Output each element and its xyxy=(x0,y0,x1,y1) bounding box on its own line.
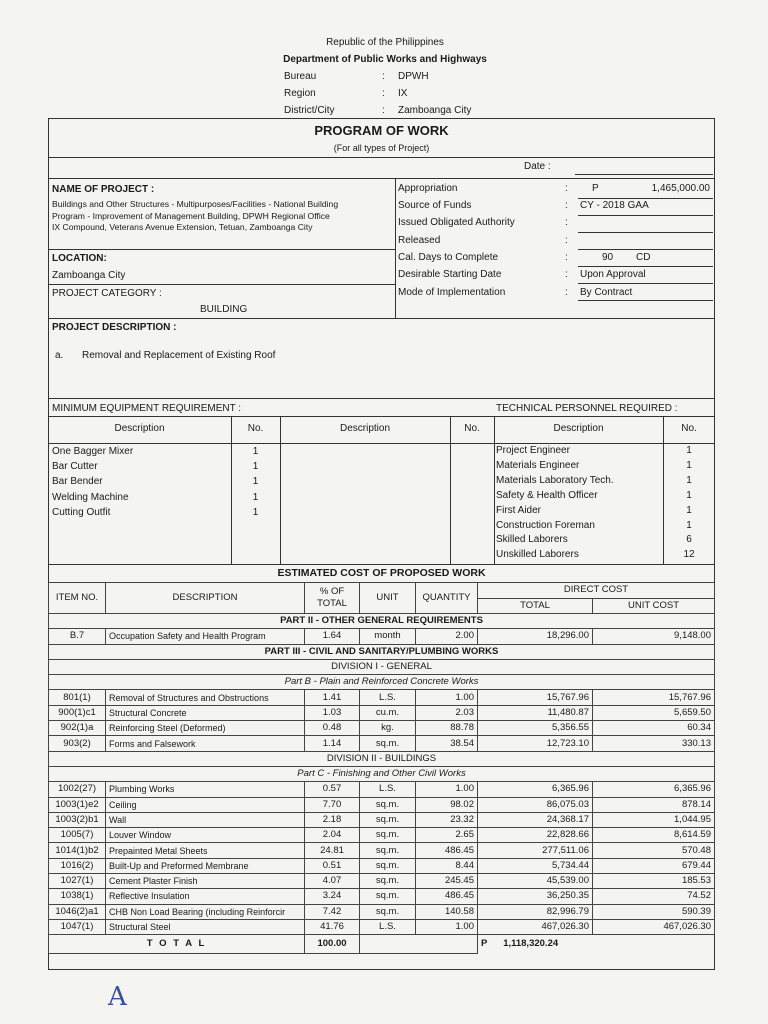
underline xyxy=(578,198,713,199)
project-name-text xyxy=(52,199,338,234)
header-bureau-value: DPWH xyxy=(398,71,429,82)
item-no: 1046(2)a1 xyxy=(49,904,106,919)
divider xyxy=(450,416,451,564)
item-unit-cost: 8,614.59 xyxy=(593,828,715,843)
date-label: Date : xyxy=(524,161,551,172)
item-unit-cost: 6,365.96 xyxy=(593,782,715,797)
item-quantity: 140.58 xyxy=(416,904,478,919)
table-row xyxy=(49,782,715,797)
section-heading: Part C - Finishing and Other Civil Works xyxy=(49,766,715,781)
location-label: LOCATION: xyxy=(52,253,107,264)
header-district-sep: : xyxy=(382,105,385,116)
item-unit-cost: 1,044.95 xyxy=(593,812,715,827)
item-pct: 0.57 xyxy=(305,782,360,797)
item-description: Built-Up and Preformed Membrane xyxy=(106,858,305,873)
item-quantity: 1.00 xyxy=(416,690,478,705)
personnel-item: Materials Engineer xyxy=(496,459,580,471)
item-unit-cost: 570.48 xyxy=(593,843,715,858)
section-heading: PART II - OTHER GENERAL REQUIREMENTS xyxy=(49,614,715,629)
item-no: 1027(1) xyxy=(49,874,106,889)
item-unit: L.S. xyxy=(360,919,416,934)
item-unit: L.S. xyxy=(360,690,416,705)
table-row xyxy=(49,705,715,720)
section-row xyxy=(49,659,715,674)
item-unit: sq.m. xyxy=(360,812,416,827)
item-description: Louver Window xyxy=(106,828,305,843)
info-value: Upon Approval xyxy=(580,269,646,280)
info-sep: : xyxy=(565,217,568,228)
personnel-item: First Aider xyxy=(496,504,542,516)
item-quantity: 2.00 xyxy=(416,629,478,644)
item-pct: 2.18 xyxy=(305,812,360,827)
item-quantity: 98.02 xyxy=(416,797,478,812)
info-value: CY - 2018 GAA xyxy=(580,200,649,211)
item-total: 277,511.06 xyxy=(478,843,593,858)
item-pct: 0.51 xyxy=(305,858,360,873)
personnel-label: TECHNICAL PERSONNEL REQUIRED : xyxy=(496,403,678,414)
item-total: 82,996.79 xyxy=(478,904,593,919)
col-direct-cost: DIRECT COST xyxy=(478,583,715,599)
info-prefix: 90 xyxy=(602,252,614,263)
item-pct: 1.64 xyxy=(305,629,360,644)
section-row xyxy=(49,614,715,629)
info-label: Source of Funds xyxy=(398,200,472,211)
item-unit: sq.m. xyxy=(360,858,416,873)
item-description: Forms and Falsework xyxy=(106,736,305,751)
header-region-value: IX xyxy=(398,88,408,99)
divider xyxy=(48,416,715,417)
equipment-count: 1 xyxy=(252,491,259,503)
item-pct: 2.04 xyxy=(305,828,360,843)
item-total: 5,356.55 xyxy=(478,721,593,736)
personnel-item: Unskilled Laborers xyxy=(496,549,579,561)
item-quantity: 486.45 xyxy=(416,843,478,858)
total-empty xyxy=(360,935,416,954)
item-unit: sq.m. xyxy=(360,828,416,843)
item-pct: 3.24 xyxy=(305,889,360,904)
page-subtitle: (For all types of Project) xyxy=(333,143,430,153)
item-no: 1005(7) xyxy=(49,828,106,843)
table-row xyxy=(49,843,715,858)
project-name-line: IX Compound, Veterans Avenue Extension, Tetuan, Zamboanga City xyxy=(52,222,313,232)
item-pct: 1.03 xyxy=(305,705,360,720)
item-no: 902(1)a xyxy=(49,721,106,736)
item-total: 15,767.96 xyxy=(478,690,593,705)
total-amount xyxy=(478,935,715,954)
table-row xyxy=(49,904,715,919)
item-unit: cu.m. xyxy=(360,705,416,720)
section-row xyxy=(49,675,715,690)
table-row xyxy=(49,690,715,705)
underline xyxy=(578,232,713,233)
info-value: CD xyxy=(636,252,651,263)
underline xyxy=(578,215,713,216)
item-total: 18,296.00 xyxy=(478,629,593,644)
col-description: DESCRIPTION xyxy=(106,583,305,614)
item-quantity: 23.32 xyxy=(416,812,478,827)
info-value: By Contract xyxy=(580,287,633,298)
item-description: Prepainted Metal Sheets xyxy=(106,843,305,858)
divider xyxy=(48,178,715,179)
cost-title: ESTIMATED COST OF PROPOSED WORK xyxy=(277,567,486,579)
personnel-count: 1 xyxy=(686,504,692,516)
item-total: 22,828.66 xyxy=(478,828,593,843)
category-value: BUILDING xyxy=(200,304,248,315)
item-quantity: 1.00 xyxy=(416,782,478,797)
info-sep: : xyxy=(565,269,568,280)
header-bureau-label: Bureau xyxy=(284,71,317,82)
item-description: Reflective Insulation xyxy=(106,889,305,904)
underline xyxy=(578,249,713,250)
item-unit: sq.m. xyxy=(360,736,416,751)
item-unit: sq.m. xyxy=(360,843,416,858)
equipment-count: 1 xyxy=(252,446,259,457)
personnel-item: Safety & Health Officer xyxy=(496,489,598,501)
item-no: 903(2) xyxy=(49,736,106,751)
divider xyxy=(48,443,715,444)
item-unit-cost: 679.44 xyxy=(593,858,715,873)
section-heading: DIVISION I - GENERAL xyxy=(49,659,715,674)
table-row xyxy=(49,797,715,812)
section-heading: Part B - Plain and Reinforced Concrete Works xyxy=(49,675,715,690)
item-pct: 4.07 xyxy=(305,874,360,889)
info-label: Released xyxy=(398,235,441,246)
item-pct: 41.76 xyxy=(305,919,360,934)
col-total: TOTAL xyxy=(478,598,593,614)
item-quantity: 486.45 xyxy=(416,889,478,904)
item-no: 1047(1) xyxy=(49,919,106,934)
total-pct: 100.00 xyxy=(305,935,360,954)
col-unit: UNIT xyxy=(360,583,416,614)
item-unit-cost: 5,659.50 xyxy=(593,705,715,720)
equipment-item: One Bagger Mixer xyxy=(52,446,134,457)
equipment-count: 1 xyxy=(252,506,259,518)
divider xyxy=(48,398,715,399)
underline xyxy=(578,266,713,267)
item-quantity: 2.03 xyxy=(416,705,478,720)
equipment-item: Bar Bender xyxy=(52,476,103,488)
date-line xyxy=(575,174,713,175)
item-unit-cost: 9,148.00 xyxy=(593,629,715,644)
item-unit: sq.m. xyxy=(360,874,416,889)
item-no: 1014(1)b2 xyxy=(49,843,106,858)
item-unit-cost: 878.14 xyxy=(593,797,715,812)
personnel-count: 1 xyxy=(686,445,692,456)
item-pct: 24.81 xyxy=(305,843,360,858)
section-row xyxy=(49,751,715,766)
total-label: T O T A L xyxy=(49,935,305,954)
item-total: 24,368.17 xyxy=(478,812,593,827)
table-row xyxy=(49,889,715,904)
equipment-count: 1 xyxy=(252,461,259,473)
header-department: Department of Public Works and Highways xyxy=(283,54,487,65)
signature-mark: A xyxy=(108,982,127,1012)
item-no: 1038(1) xyxy=(49,889,106,904)
personnel-header-desc: Description xyxy=(553,423,604,434)
underline xyxy=(578,283,713,284)
item-unit: L.S. xyxy=(360,782,416,797)
col-unit-cost: UNIT COST xyxy=(593,598,715,614)
item-unit-cost: 15,767.96 xyxy=(593,690,715,705)
info-prefix: P xyxy=(592,183,599,194)
table-row xyxy=(49,919,715,934)
project-name-label: NAME OF PROJECT : xyxy=(52,184,155,195)
info-sep: : xyxy=(565,183,568,194)
item-total: 45,539.00 xyxy=(478,874,593,889)
item-total: 467,026.30 xyxy=(478,919,593,934)
total-empty xyxy=(416,935,478,954)
project-name-line: Buildings and Other Structures - Multipurposes/Facilities - National Building xyxy=(52,199,339,209)
personnel-count: 1 xyxy=(686,519,692,531)
info-value: 1,465,000.00 xyxy=(651,183,710,194)
personnel-count: 1 xyxy=(686,459,692,471)
info-label: Desirable Starting Date xyxy=(398,269,502,280)
item-description: Wall xyxy=(106,812,305,827)
info-label: Appropriation xyxy=(398,183,458,194)
header-bureau-sep: : xyxy=(382,71,385,82)
item-pct: 1.14 xyxy=(305,736,360,751)
col-pct xyxy=(305,583,360,614)
section-heading: PART III - CIVIL AND SANITARY/PLUMBING WORKS xyxy=(49,644,715,659)
item-pct: 7.70 xyxy=(305,797,360,812)
info-sep: : xyxy=(565,287,568,298)
item-description: Cement Plaster Finish xyxy=(106,874,305,889)
item-no: 1003(2)b1 xyxy=(49,812,106,827)
personnel-item: Materials Laboratory Tech. xyxy=(496,474,614,486)
section-heading: DIVISION II - BUILDINGS xyxy=(49,751,715,766)
header-district-label: District/City xyxy=(284,105,335,116)
item-total: 11,480.87 xyxy=(478,705,593,720)
item-quantity: 1.00 xyxy=(416,919,478,934)
item-unit: month xyxy=(360,629,416,644)
equipment-item: Welding Machine xyxy=(52,491,129,503)
equipment-count: 1 xyxy=(252,476,259,488)
item-description: Reinforcing Steel (Deformed) xyxy=(106,721,305,736)
personnel-count: 1 xyxy=(686,474,692,486)
table-row xyxy=(49,721,715,736)
divider xyxy=(48,157,715,158)
item-unit-cost: 185.53 xyxy=(593,874,715,889)
personnel-count: 1 xyxy=(686,489,692,501)
item-total: 86,075.03 xyxy=(478,797,593,812)
divider xyxy=(48,284,395,285)
item-unit-cost: 74.52 xyxy=(593,889,715,904)
page-title: PROGRAM OF WORK xyxy=(314,123,449,138)
item-unit-cost: 467,026.30 xyxy=(593,919,715,934)
item-description: Plumbing Works xyxy=(106,782,305,797)
total-value: 1,118,320.24 xyxy=(503,938,559,950)
item-unit: kg. xyxy=(360,721,416,736)
item-no: 801(1) xyxy=(49,690,106,705)
item-description: Occupation Safety and Health Program xyxy=(106,629,305,644)
equipment-label: MINIMUM EQUIPMENT REQUIREMENT : xyxy=(52,403,242,414)
personnel-item: Construction Foreman xyxy=(496,519,595,531)
equipment-item: Bar Cutter xyxy=(52,461,98,473)
col-quantity: QUANTITY xyxy=(416,583,478,614)
item-total: 5,734.44 xyxy=(478,858,593,873)
divider xyxy=(231,416,232,564)
divider xyxy=(48,249,395,250)
personnel-item: Project Engineer xyxy=(496,445,570,456)
item-unit: sq.m. xyxy=(360,904,416,919)
item-description: Ceiling xyxy=(106,797,305,812)
table-row xyxy=(49,858,715,873)
header-republic: Republic of the Philippines xyxy=(326,37,444,48)
item-no: B.7 xyxy=(49,629,106,644)
item-quantity: 245.45 xyxy=(416,874,478,889)
equip-header-no: No. xyxy=(247,423,264,434)
category-label: PROJECT CATEGORY : xyxy=(52,288,162,299)
description-label: PROJECT DESCRIPTION : xyxy=(52,322,177,333)
item-total: 12,723.10 xyxy=(478,736,593,751)
table-row xyxy=(49,828,715,843)
location-value: Zamboanga City xyxy=(52,270,126,281)
header-region-sep: : xyxy=(382,88,385,99)
item-description: Structural Concrete xyxy=(106,705,305,720)
item-pct: 0.48 xyxy=(305,721,360,736)
item-total: 36,250.35 xyxy=(478,889,593,904)
col-pct-line: TOTAL xyxy=(317,598,347,609)
cost-table xyxy=(48,582,715,954)
info-sep: : xyxy=(565,200,568,211)
item-pct: 7.42 xyxy=(305,904,360,919)
item-quantity: 8.44 xyxy=(416,858,478,873)
equipment-item: Cutting Outfit xyxy=(52,506,111,518)
item-unit-cost: 590.39 xyxy=(593,904,715,919)
item-no: 1003(1)e2 xyxy=(49,797,106,812)
divider xyxy=(280,416,281,564)
col-pct-line: % OF xyxy=(319,586,345,597)
header-region-label: Region xyxy=(284,88,316,99)
item-description: CHB Non Load Bearing (including Reinforcir xyxy=(106,904,305,919)
item-quantity: 88.78 xyxy=(416,721,478,736)
col-item-no: ITEM NO. xyxy=(49,583,106,614)
project-name-line: Program - Improvement of Management Building, DPWH Regional Office xyxy=(52,210,330,221)
section-row xyxy=(49,766,715,781)
underline xyxy=(578,300,713,301)
total-currency: P xyxy=(481,938,488,950)
equip-header-no-2: No. xyxy=(464,423,480,434)
header-district-value: Zamboanga City xyxy=(398,105,472,116)
item-unit-cost: 330.13 xyxy=(593,736,715,751)
item-no: 900(1)c1 xyxy=(49,705,106,720)
personnel-count: 12 xyxy=(683,549,695,561)
divider xyxy=(48,318,715,319)
item-description: Removal of Structures and Obstructions xyxy=(106,690,305,705)
item-quantity: 38.54 xyxy=(416,736,478,751)
info-label: Cal. Days to Complete xyxy=(398,252,499,263)
item-pct: 1.41 xyxy=(305,690,360,705)
description-item-text: Removal and Replacement of Existing Roof xyxy=(82,350,276,361)
info-sep: : xyxy=(565,252,568,263)
description-item-letter: a. xyxy=(55,350,64,361)
table-row xyxy=(49,736,715,751)
item-quantity: 2.65 xyxy=(416,828,478,843)
item-no: 1002(27) xyxy=(49,782,106,797)
divider xyxy=(395,178,396,318)
equip-header-desc: Description xyxy=(114,423,165,434)
item-no: 1016(2) xyxy=(49,858,106,873)
table-row xyxy=(49,629,715,644)
item-unit: sq.m. xyxy=(360,797,416,812)
item-unit-cost: 60.34 xyxy=(593,721,715,736)
item-description: Structural Steel xyxy=(106,919,305,934)
section-row xyxy=(49,644,715,659)
item-unit: sq.m. xyxy=(360,889,416,904)
divider xyxy=(48,564,715,565)
item-total: 6,365.96 xyxy=(478,782,593,797)
personnel-header-no: No. xyxy=(681,423,697,434)
table-row xyxy=(49,874,715,889)
personnel-count: 6 xyxy=(686,534,692,546)
info-sep: : xyxy=(565,235,568,246)
table-row xyxy=(49,812,715,827)
info-label: Issued Obligated Authority xyxy=(398,217,515,228)
divider xyxy=(494,416,495,564)
equip-header-desc-2: Description xyxy=(339,423,391,434)
personnel-item: Skilled Laborers xyxy=(496,534,568,546)
info-label: Mode of Implementation xyxy=(398,287,506,298)
